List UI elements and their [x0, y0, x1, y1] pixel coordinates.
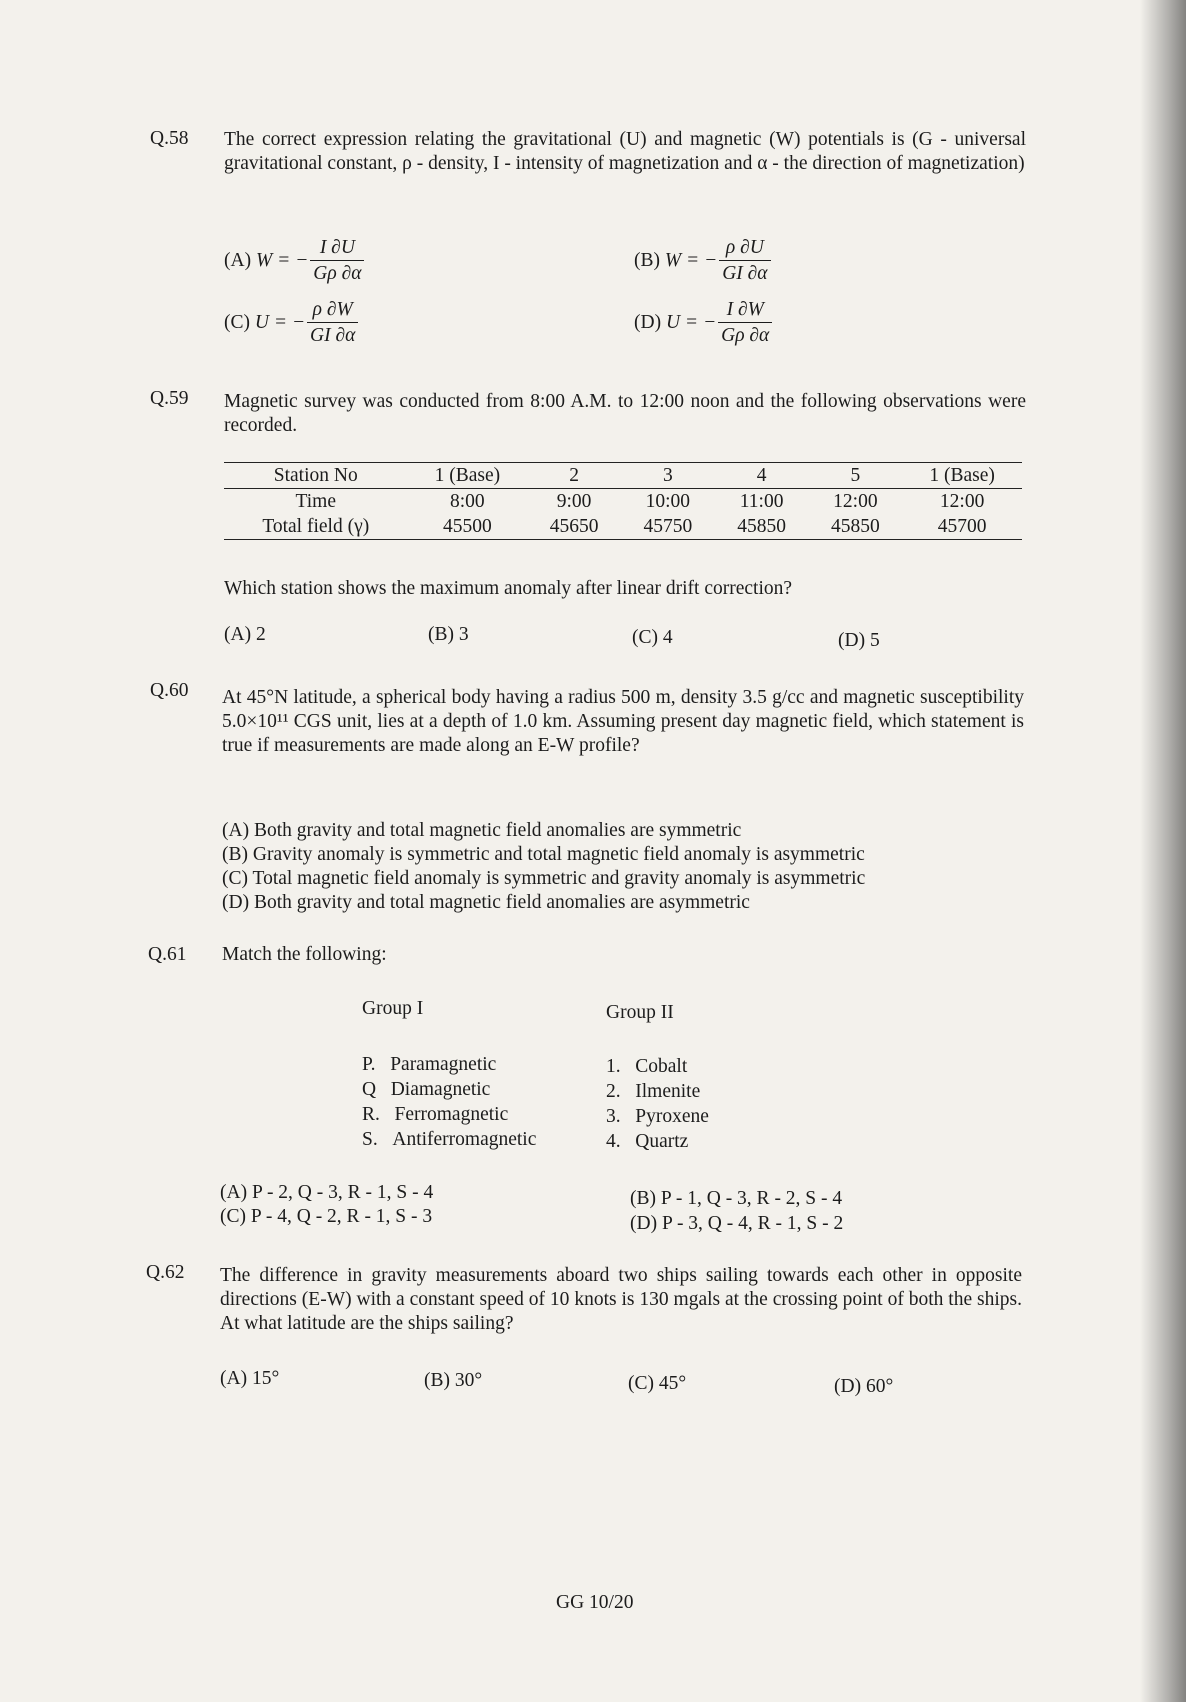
q59-option-a[interactable]: (A) 2 — [224, 624, 266, 645]
q61-option-a[interactable]: (A) P - 2, Q - 3, R - 1, S - 4 — [220, 1182, 434, 1203]
q59-option-b[interactable]: (B) 3 — [428, 624, 469, 645]
q62-number: Q.62 — [146, 1262, 185, 1283]
q62-stem: The difference in gravity measurements aboard two ships sailing towards each other in opposite directions (E-W) with a constant speed of 10 knots is 130 mgals at the crossing point of both the ships. At what latitude are the ships sailing? — [220, 1265, 1022, 1334]
q59-option-d[interactable]: (D) 5 — [838, 630, 880, 651]
q60-option-b[interactable]: (B) Gravity anomaly is symmetric and total magnetic field anomaly is asymmetric — [222, 844, 865, 865]
group2-title: Group II — [606, 1002, 674, 1023]
q60-option-d[interactable]: (D) Both gravity and total magnetic field anomalies are asymmetric — [222, 892, 750, 913]
group1-item: R. Ferromagnetic — [362, 1104, 509, 1125]
q62-option-d[interactable]: (D) 60° — [834, 1376, 894, 1397]
group2-item: 4. Quartz — [606, 1131, 689, 1152]
q61-stem: Match the following: — [222, 944, 387, 965]
q62-option-a[interactable]: (A) 15° — [220, 1368, 280, 1389]
q62-option-b[interactable]: (B) 30° — [424, 1370, 483, 1391]
group1-item: S. Antiferromagnetic — [362, 1129, 537, 1150]
q58-option-b[interactable]: (B) W = − $\frac{\rho \partial U}{GI \partial\alpha}$ — [634, 236, 771, 287]
q59-stem: Magnetic survey was conducted from 8:00 A.M. to 12:00 noon and the following observations were recorded. — [224, 391, 1026, 436]
q61-option-d[interactable]: (D) P - 3, Q - 4, R - 1, S - 2 — [630, 1213, 844, 1234]
q61-number: Q.61 — [148, 944, 187, 965]
q58-stem: The correct expression relating the gravitational (U) and magnetic (W) potentials is (G - universal gravitational constant, ρ - density, I - intensity of magnetization and α - the direction of magnetization) — [224, 129, 1026, 174]
q58-number: Q.58 — [150, 128, 189, 149]
group2-item: 2. Ilmenite — [606, 1081, 701, 1102]
q58-option-c[interactable]: (C) U = − $\frac{\rho \partial W}{GI \partial\alpha}$ — [224, 298, 358, 349]
group1-item: Q Diamagnetic — [362, 1079, 491, 1100]
observation-table — [224, 462, 1022, 540]
table-header-row: Station No 1 (Base) 2 3 4 5 1 (Base) — [224, 463, 1022, 489]
page-number: GG 10/20 — [556, 1592, 634, 1613]
q59-option-c[interactable]: (C) 4 — [632, 627, 673, 648]
q58-option-a[interactable]: (A) W = − $\frac{I \partial U}{G\rho \partial\alpha}$ — [224, 236, 364, 287]
scan-edge-shadow — [1140, 0, 1186, 1702]
q59-question: Which station shows the maximum anomaly after linear drift correction? — [224, 578, 793, 599]
q60-stem: At 45°N latitude, a spherical body having a radius 500 m, density 3.5 g/cc and magnetic susceptibility 5.0×10¹¹ CGS unit, lies at a depth of 1.0 km. Assuming present day magnetic field, which statement is true if measurements are made along an E-W profile? — [222, 687, 1024, 756]
table-row: Time 8:00 9:00 10:00 11:00 12:00 12:00 — [295, 491, 985, 512]
q61-option-c[interactable]: (C) P - 4, Q - 2, R - 1, S - 3 — [220, 1206, 433, 1227]
q61-option-b[interactable]: (B) P - 1, Q - 3, R - 2, S - 4 — [630, 1188, 843, 1209]
q60-option-c[interactable]: (C) Total magnetic field anomaly is symmetric and gravity anomaly is asymmetric — [222, 868, 866, 889]
group1-item: P. Paramagnetic — [362, 1054, 497, 1075]
group2-item: 3. Pyroxene — [606, 1106, 709, 1127]
q62-option-c[interactable]: (C) 45° — [628, 1373, 687, 1394]
q60-number: Q.60 — [150, 680, 189, 701]
table-row: Total field (γ) 45500 45650 45750 45850 45850 45700 — [224, 514, 1022, 540]
group1-title: Group I — [362, 998, 424, 1019]
q59-number: Q.59 — [150, 388, 189, 409]
q58-option-d[interactable]: (D) U = − $\frac{I \partial W}{G\rho \partial\alpha}$ — [634, 298, 772, 349]
q60-option-a[interactable]: (A) Both gravity and total magnetic field anomalies are symmetric — [222, 820, 742, 841]
group2-item: 1. Cobalt — [606, 1056, 688, 1077]
